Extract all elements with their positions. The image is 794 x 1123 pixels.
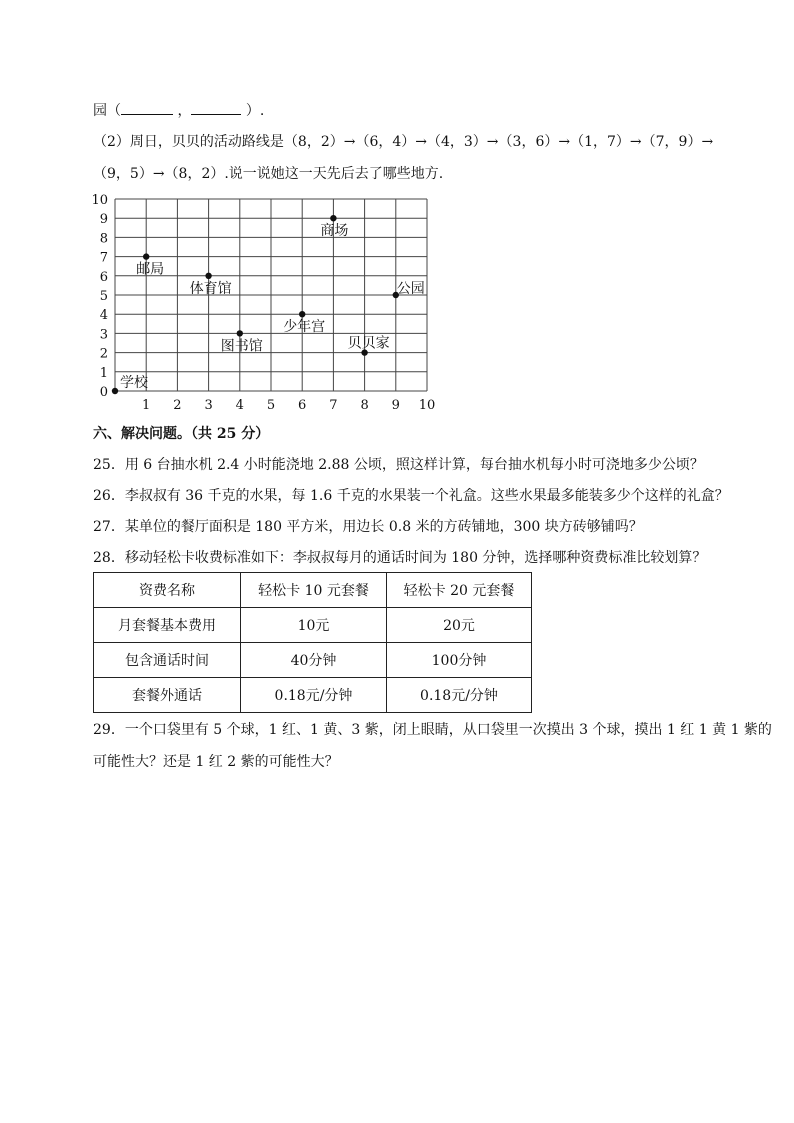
q24-answer-sep: ，: [177, 103, 192, 119]
y-tick-label: 4: [99, 308, 108, 324]
y-tick-label: 5: [99, 289, 108, 304]
y-tick-label: 7: [99, 250, 108, 266]
x-tick-label: 7: [329, 398, 338, 413]
point-label: 公园: [396, 281, 425, 297]
x-tick-label: 8: [360, 398, 369, 413]
x-tick-label: 4: [235, 398, 244, 413]
point-marker: [299, 311, 305, 317]
q24-route-line: （2）周日，贝贝的活动路线是（8，2）→（6，4）→（4，3）→（3，6）→（1，7）→（7，9）→: [93, 134, 714, 150]
answer-blank-x[interactable]: [121, 100, 173, 115]
fee-cell: 100分钟: [387, 643, 532, 678]
fee-cell: 套餐外通话: [94, 678, 241, 713]
fee-cell: 0.18元/分钟: [387, 678, 532, 713]
question-27: 27．某单位的餐厅面积是 180 平方米，用边长 0.8 米的方砖铺地，300 块方砖够铺吗？: [93, 519, 643, 535]
q24-answer-line: [93, 100, 264, 121]
x-tick-label: 10: [418, 398, 436, 413]
section-title: 六、解决问题。（共 25 分）: [93, 426, 270, 442]
x-tick-label: 1: [142, 398, 151, 413]
question-29: 29．一个口袋里有 5 个球，1 红、1 黄、3 紫，闭上眼睛，从口袋里一次摸出 3 个球，摸出 1 红 1 黄 1 紫的: [93, 722, 772, 738]
point-label: 邮局: [136, 261, 165, 278]
x-tick-label: 2: [173, 398, 182, 413]
point-marker: [330, 215, 336, 221]
point-marker: [205, 273, 211, 279]
point-marker: [237, 330, 243, 336]
fee-cell: 20元: [387, 608, 532, 643]
fee-header-cell: 资费名称: [94, 573, 241, 608]
fee-table-header-row: [94, 573, 532, 608]
point-marker: [112, 388, 118, 394]
fee-cell: 月套餐基本费用: [94, 608, 241, 643]
table-row: [94, 678, 532, 713]
x-tick-label: 5: [266, 398, 276, 413]
fee-table: [93, 572, 532, 713]
point-marker: [143, 253, 149, 259]
q24-route-line-cont: （9，5）→（8，2）.说一说她这一天先后去了哪些地方.: [93, 166, 444, 182]
question-25: 25．用 6 台抽水机 2.4 小时能浇地 2.88 公顷，照这样计算，每台抽水机每小时可浇地多少公顷？: [93, 457, 704, 473]
table-row: [94, 608, 532, 643]
coordinate-grid-chart: [90, 192, 450, 414]
y-tick-label: 1: [99, 365, 108, 381]
x-tick-label: 6: [298, 398, 307, 413]
x-tick-label: 9: [391, 398, 400, 413]
y-tick-label: 0: [99, 385, 108, 400]
point-label: 少年宫: [283, 319, 326, 336]
y-tick-label: 9: [99, 212, 108, 228]
question-28: 28．移动轻松卡收费标准如下：李叔叔每月的通话时间为 180 分钟，选择哪种资费标准比较划算？: [93, 550, 707, 566]
point-label: 学校: [120, 375, 148, 391]
point-label: 体育馆: [189, 280, 232, 297]
y-tick-label: 10: [91, 193, 108, 208]
y-tick-label: 3: [99, 327, 108, 343]
point-label: 商场: [320, 223, 349, 240]
y-tick-label: 8: [99, 231, 108, 247]
points-layer: [112, 215, 425, 394]
question-29-cont: 可能性大？还是 1 红 2 紫的可能性大？: [93, 754, 339, 770]
fee-cell: 10元: [241, 608, 387, 643]
x-tick-label: 3: [204, 398, 213, 413]
fee-cell: 包含通话时间: [94, 643, 241, 678]
q24-answer-suffix: ）.: [245, 103, 265, 119]
fee-cell: 40分钟: [241, 643, 387, 678]
fee-header-cell: 轻松卡 10 元套餐: [241, 573, 387, 608]
table-row: [94, 643, 532, 678]
question-26: 26．李叔叔有 36 千克的水果，每 1.6 千克的水果装一个礼盒。这些水果最多能装多少个这样的礼盒？: [93, 488, 729, 504]
grid-lines: [115, 199, 427, 391]
q24-answer-prefix: 园（: [93, 103, 121, 119]
answer-blank-y[interactable]: [191, 100, 241, 115]
point-label: 贝贝家: [347, 335, 390, 352]
y-tick-label: 6: [99, 269, 108, 285]
point-label: 图书馆: [220, 338, 263, 355]
fee-header-cell: 轻松卡 20 元套餐: [387, 573, 532, 608]
y-tick-label: 2: [99, 346, 108, 362]
fee-cell: 0.18元/分钟: [241, 678, 387, 713]
